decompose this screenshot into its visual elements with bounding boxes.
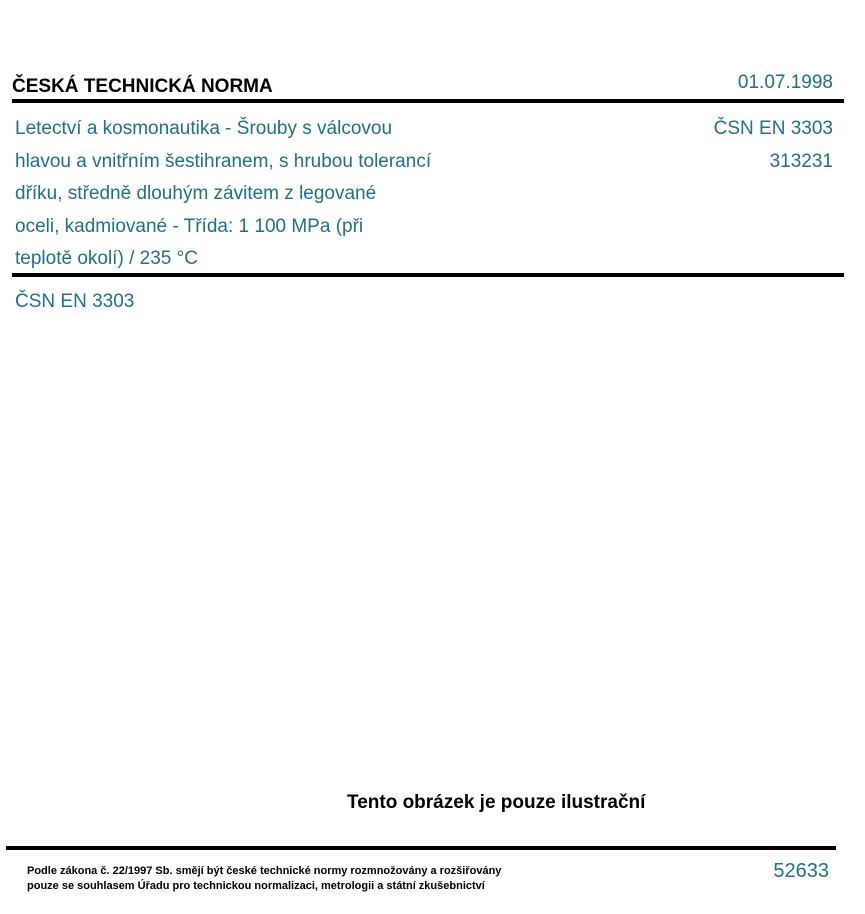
publication-date: 01.07.1998 (737, 72, 833, 93)
title-line: hlavou a vnitřním šestihranem, s hrubou tolerancí (15, 150, 432, 172)
standard-reference: ČSN EN 3303 (15, 291, 135, 312)
title-line: dříku, středně dlouhým závitem z legované (15, 183, 377, 204)
illustration-note: Tento obrázek je pouze ilustrační (347, 792, 646, 813)
document-type-heading: ČESKÁ TECHNICKÁ NORMA (12, 76, 273, 97)
title-line: oceli, kadmiované - Třída: 1 100 MPa (při (15, 215, 364, 237)
standard-identifiers (714, 113, 833, 178)
title-divider (12, 273, 844, 277)
class-number: 313231 (769, 150, 833, 172)
standard-code: ČSN EN 3303 (713, 118, 833, 139)
header-divider (12, 99, 844, 103)
title-line: teplotě okolí) / 235 °C (15, 248, 198, 269)
legal-line: pouze se souhlasem Úřadu pro technickou normalizaci, metrologii a státní zkušebnictví (27, 880, 485, 892)
catalog-number: 52633 (773, 860, 829, 882)
document-title (15, 113, 535, 276)
footer-divider (6, 846, 836, 850)
legal-notice (27, 864, 501, 894)
legal-line: Podle zákona č. 22/1997 Sb. smějí být české technické normy rozmnožovány a rozšiřovány (27, 865, 502, 877)
title-line: Letectví a kosmonautika - Šrouby s válcovou (15, 118, 393, 139)
